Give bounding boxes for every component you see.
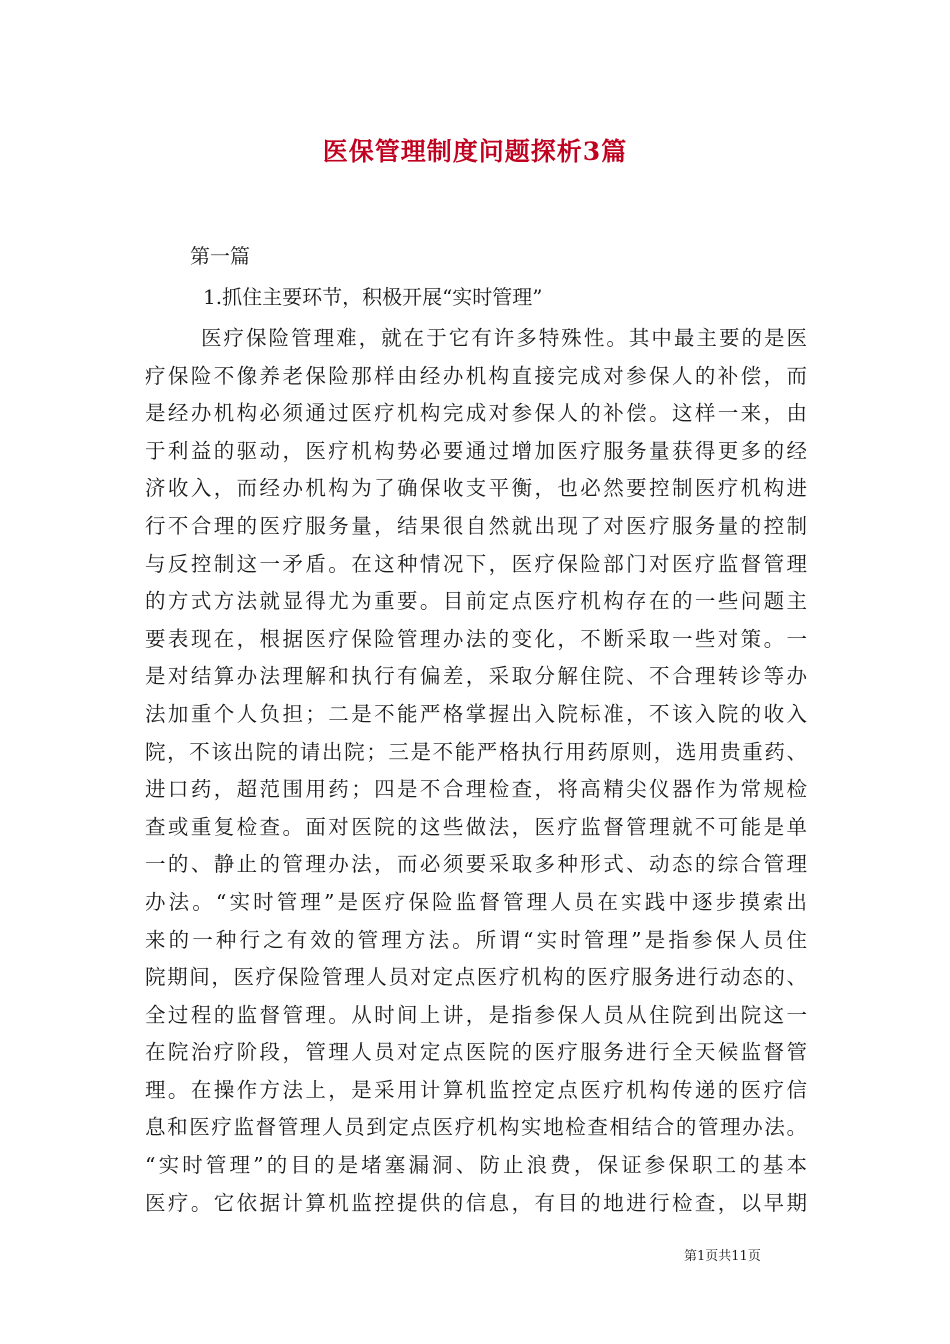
paragraph-line: 是经办机构必须通过医疗机构完成对参保人的补偿。这样一来，由 [145, 401, 807, 426]
body-paragraph [145, 320, 807, 1222]
paragraph-line: 来的一种行之有效的管理方法。所谓“实时管理”是指参保人员住 [145, 927, 807, 952]
paragraph-line: 疗保险不像养老保险那样由经办机构直接完成对参保人的补偿，而 [145, 363, 807, 388]
paragraph-line: 的方式方法就显得尤为重要。目前定点医疗机构存在的一些问题主 [145, 589, 807, 614]
document-title: 医保管理制度问题探析3篇 [322, 137, 628, 166]
paragraph-line: 全过程的监督管理。从时间上讲，是指参保人员从住院到出院这一 [145, 1002, 807, 1027]
paragraph-line: 办法。“实时管理”是医疗保险监督管理人员在实践中逐步摸索出 [145, 889, 807, 914]
paragraph-line: 院期间，医疗保险管理人员对定点医疗机构的医疗服务进行动态的、 [145, 965, 807, 990]
paragraph-line: 法加重个人负担；二是不能严格掌握出入院标准，不该入院的收入 [145, 701, 807, 726]
sub-heading: 1.抓住主要环节，积极开展“实时管理” [203, 285, 543, 309]
paragraph-line: 于利益的驱动，医疗机构势必要通过增加医疗服务量获得更多的经 [145, 438, 807, 463]
paragraph-line: 济收入，而经办机构为了确保收支平衡，也必然要控制医疗机构进 [145, 476, 807, 501]
paragraph-line: 一的、静止的管理办法，而必须要采取多种形式、动态的综合管理 [145, 852, 807, 877]
paragraph-line: 查或重复检查。面对医院的这些做法，医疗监督管理就不可能是单 [145, 814, 807, 839]
paragraph-line: 院，不该出院的请出院；三是不能严格执行用药原则，选用贵重药、 [145, 739, 807, 764]
paragraph-line: 是对结算办法理解和执行有偏差，采取分解住院、不合理转诊等办 [145, 664, 807, 689]
paragraph-line: 与反控制这一矛盾。在这种情况下，医疗保险部门对医疗监督管理 [145, 551, 807, 576]
paragraph-line: 行不合理的医疗服务量，结果很自然就出现了对医疗服务量的控制 [145, 513, 807, 538]
paragraph-line: 医疗。它依据计算机监控提供的信息，有目的地进行检查，以早期 [145, 1190, 807, 1215]
paragraph-line: “实时管理”的目的是堵塞漏洞、防止浪费，保证参保职工的基本 [145, 1153, 807, 1178]
paragraph-line: 医疗保险管理难，就在于它有许多特殊性。其中最主要的是医 [201, 326, 807, 350]
paragraph-line: 息和医疗监督管理人员到定点医疗机构实地检查相结合的管理办法。 [145, 1115, 807, 1140]
section-heading: 第一篇 [190, 244, 250, 268]
paragraph-line: 在院治疗阶段，管理人员对定点医院的医疗服务进行全天候监督管 [145, 1040, 807, 1065]
page-number-footer: 第1页共11页 [684, 1249, 761, 1264]
paragraph-line: 进口药，超范围用药；四是不合理检查，将高精尖仪器作为常规检 [145, 777, 807, 802]
paragraph-line: 要表现在，根据医疗保险管理办法的变化，不断采取一些对策。一 [145, 626, 807, 651]
paragraph-line: 理。在操作方法上，是采用计算机监控定点医疗机构传递的医疗信 [145, 1077, 807, 1102]
